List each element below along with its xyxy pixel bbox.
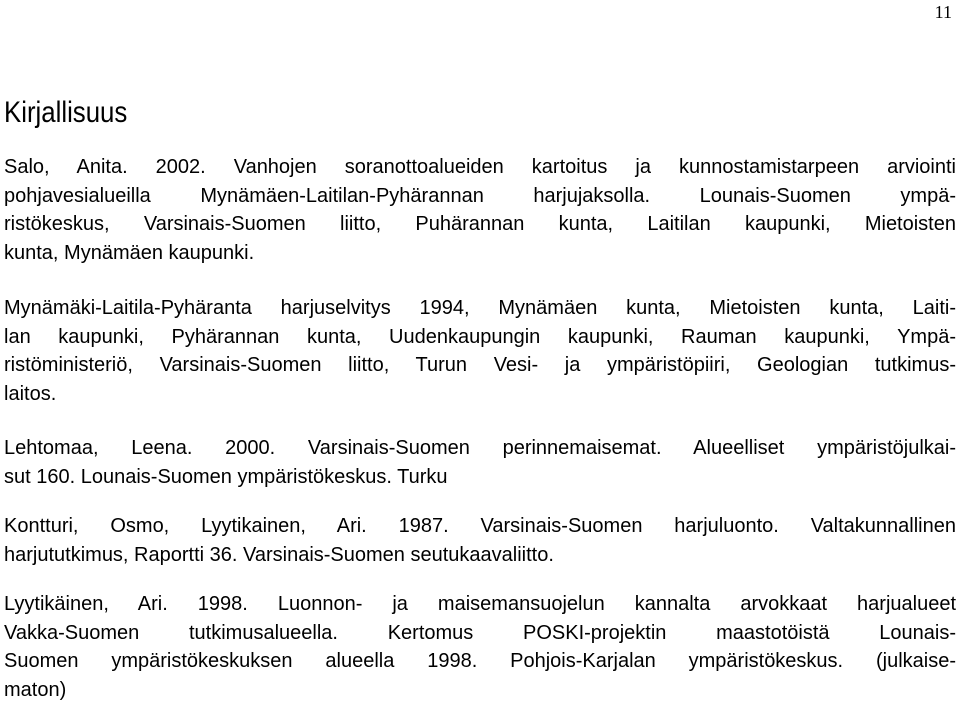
reference-line: Kontturi, Osmo, Lyytikainen, Ari. 1987. Varsinais-Suomen harjuluonto. Valtakunnallinen (4, 515, 956, 537)
reference-line: Lyytikäinen, Ari. 1998. Luonnon- ja maisemansuojelun kannalta arvokkaat harjualueet (4, 593, 956, 615)
reference-line: ristöministeriö, Varsinais-Suomen liitto, Turun Vesi- ja ympäristöpiiri, Geologian tutkimus- (4, 354, 956, 376)
reference-line: maton) (4, 678, 67, 701)
reference-line: sut 160. Lounais-Suomen ympäristökeskus. Turku (4, 465, 448, 488)
reference-line: Mynämäki-Laitila-Pyhäranta harjuselvitys 1994, Mynämäen kunta, Mietoisten kunta, Laiti- (4, 297, 956, 319)
reference-line: Salo, Anita. 2002. Vanhojen soranottoalueiden kartoitus ja kunnostamistarpeen arviointi (4, 156, 956, 178)
reference-lehtomaa-2000 (4, 434, 956, 491)
reference-line: laitos. (4, 382, 57, 405)
page-number: 11 (934, 2, 952, 22)
reference-line: harjututkimus, Raportti 36. Varsinais-Suomen seutukaavaliitto. (4, 543, 554, 566)
reference-lyytikainen-1998 (4, 590, 956, 704)
reference-line: Suomen ympäristökeskuksen alueella 1998. Pohjois-Karjalan ympäristökeskus. (julkaise- (4, 650, 956, 672)
reference-line: pohjavesialueilla Mynämäen-Laitilan-Pyhärannan harjujaksolla. Lounais-Suomen ympä- (4, 184, 956, 207)
reference-line: Lehtomaa, Leena. 2000. Varsinais-Suomen perinnemaisemat. Alueelliset ympäristöjulkai- (4, 437, 956, 459)
reference-salo-2002 (4, 153, 956, 267)
reference-line: kunta, Mynämäen kaupunki. (4, 241, 255, 264)
reference-line: lan kaupunki, Pyhärannan kunta, Uudenkaupungin kaupunki, Rauman kaupunki, Ympä- (4, 325, 956, 348)
reference-line: Vakka-Suomen tutkimusalueella. Kertomus POSKI-projektin maastotöistä Lounais- (4, 621, 956, 644)
reference-kontturi-1987 (4, 512, 956, 569)
section-heading: Kirjallisuus (4, 96, 128, 129)
reference-line: ristökeskus, Varsinais-Suomen liitto, Puhärannan kunta, Laitilan kaupunki, Mietoisten (4, 213, 956, 235)
reference-harjuselvitys-1994 (4, 294, 956, 408)
